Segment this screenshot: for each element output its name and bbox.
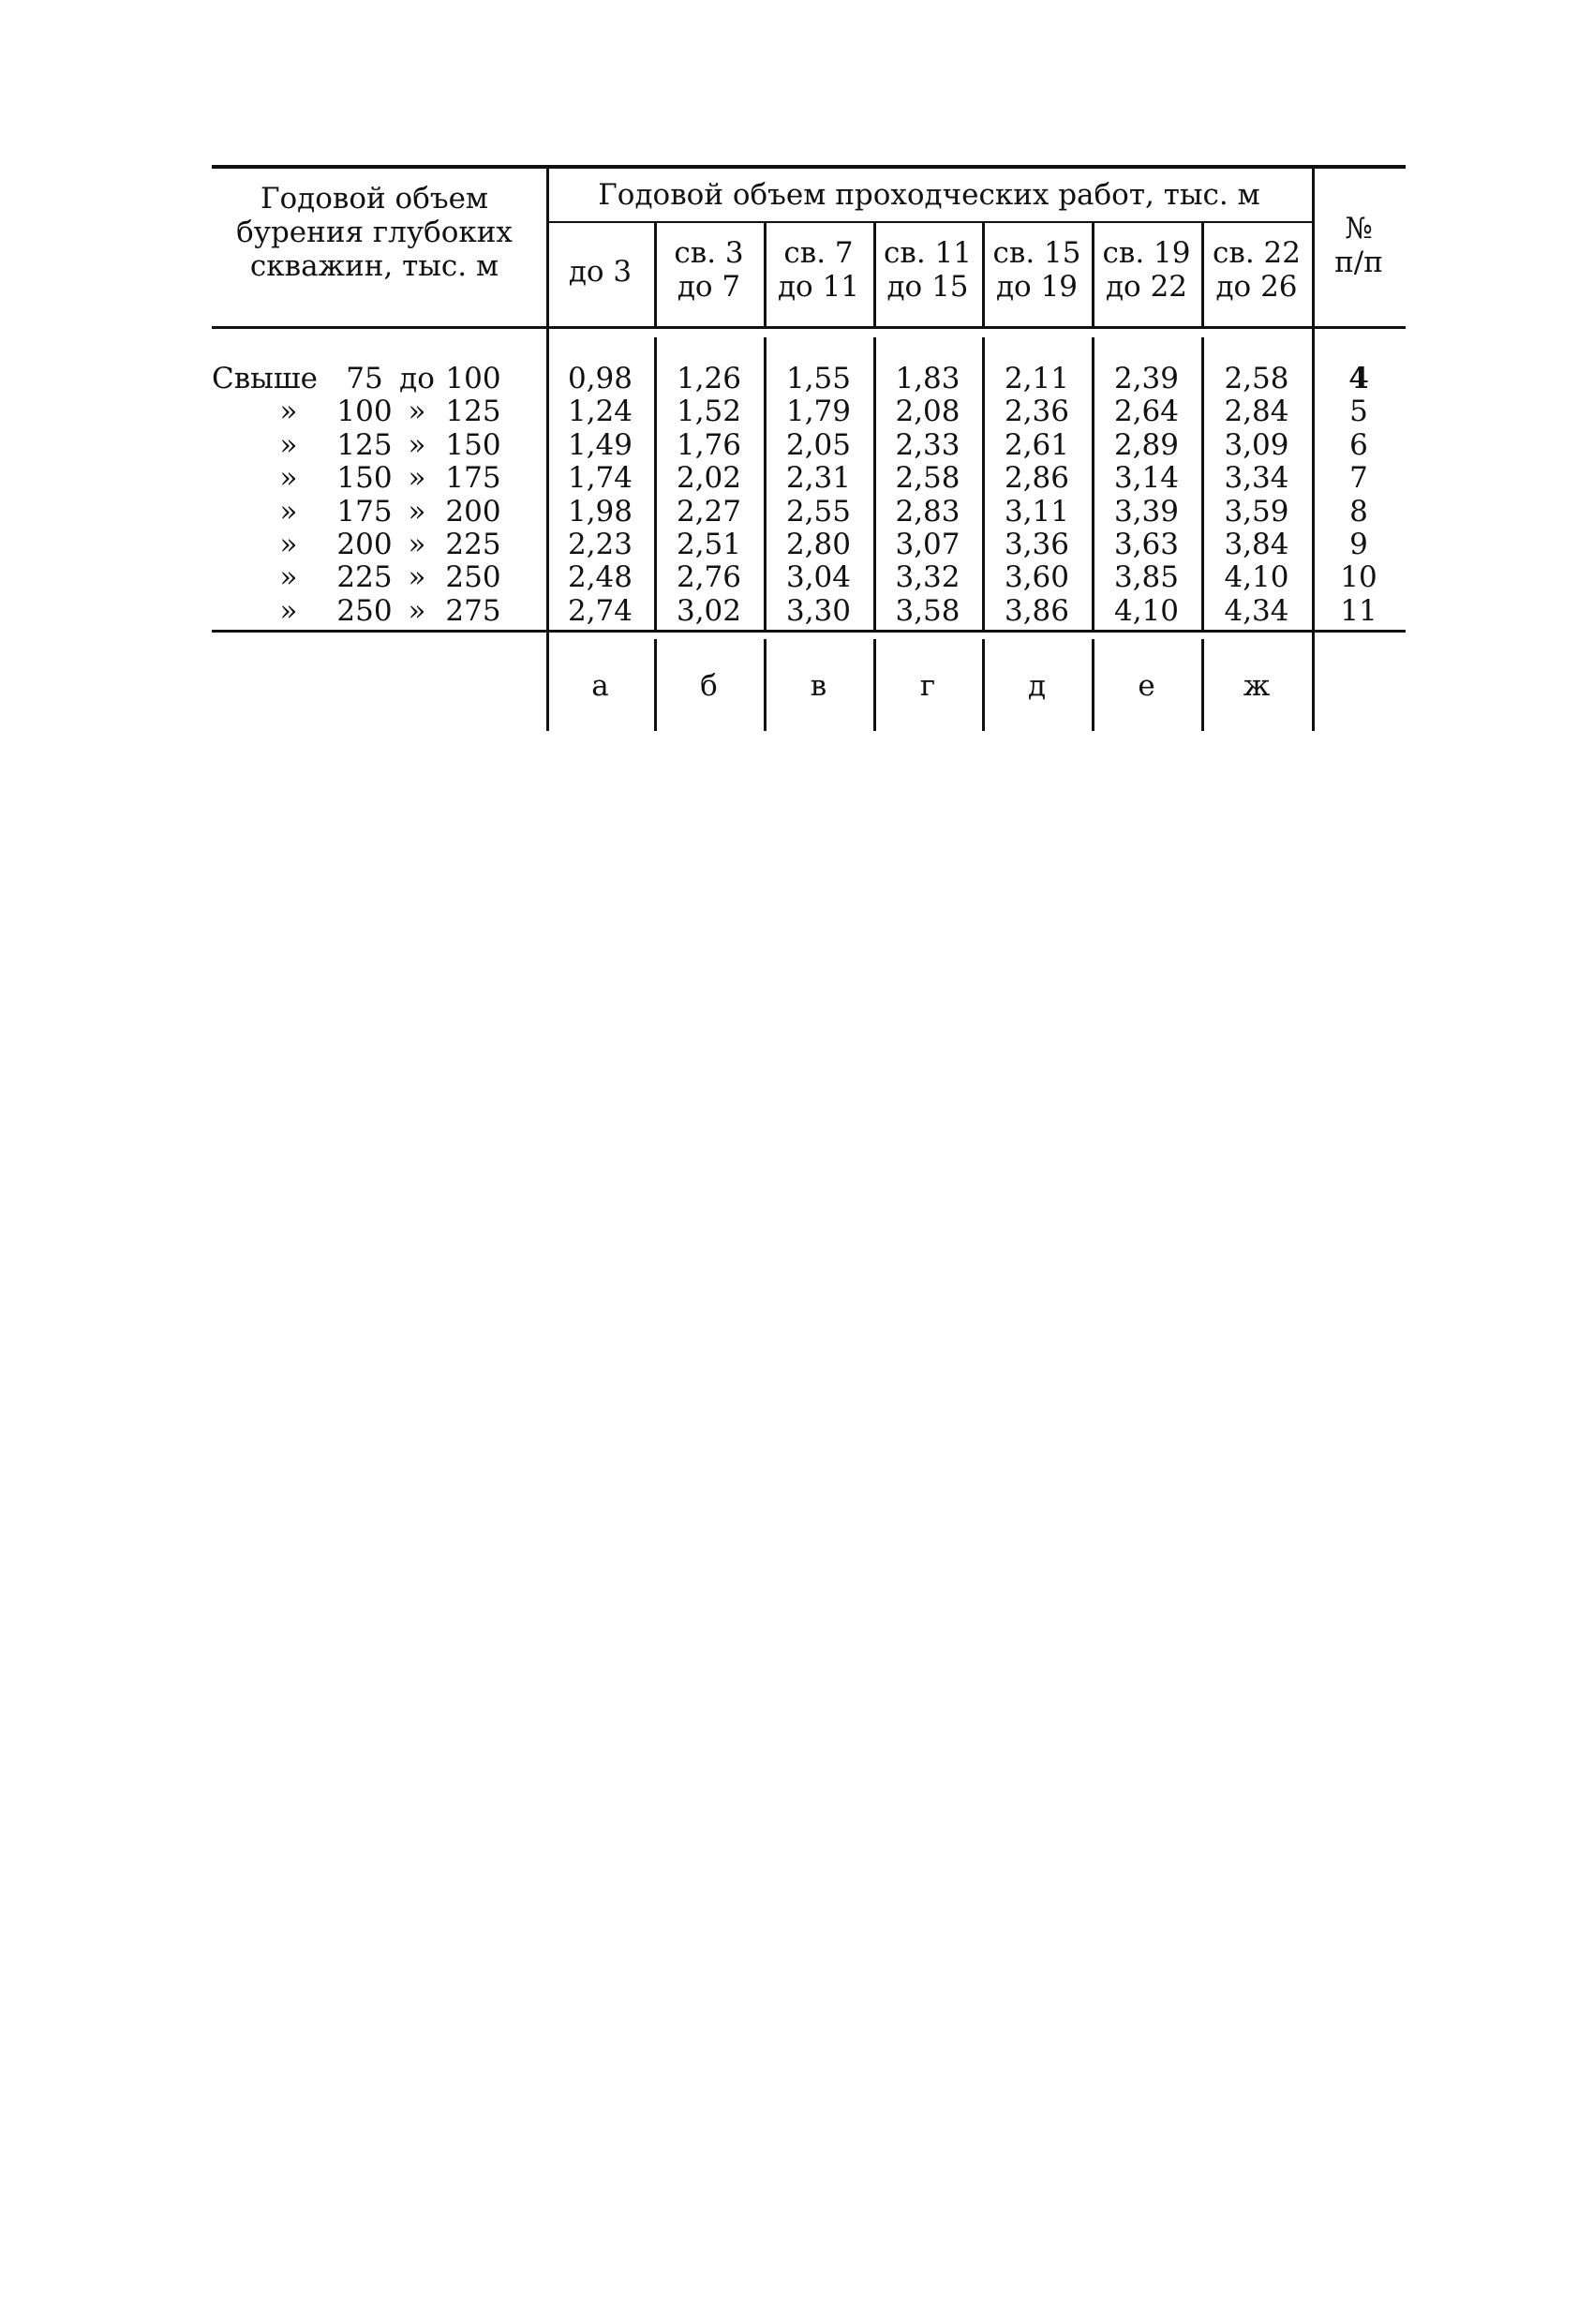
column-header-line1: св. 7 — [783, 236, 854, 270]
column-header-line2: до 7 — [677, 270, 741, 304]
column-header-line1: св. 15 — [992, 236, 1081, 270]
row-label-prefix: » — [279, 560, 298, 595]
table-cell: 1,24 — [567, 395, 633, 429]
table-cell: 2,58 — [895, 461, 960, 496]
body-bottom-rule — [212, 630, 1406, 633]
table-cell: 4,34 — [1224, 593, 1289, 628]
table-cell: 3,32 — [895, 560, 960, 595]
table-cell: 1,49 — [567, 427, 633, 462]
row-label-prefix: » — [279, 395, 298, 429]
row-label-prefix: » — [279, 461, 298, 496]
column-header-line2: до 19 — [995, 270, 1079, 304]
table-cell: 3,02 — [676, 593, 742, 628]
table-cell: 2,36 — [1004, 395, 1070, 429]
no-header-label: п/п — [1334, 246, 1383, 279]
table-cell: 2,64 — [1113, 395, 1180, 429]
column-header: до 3 — [568, 255, 633, 289]
header-rule — [212, 326, 1406, 329]
row-range-to: 225 — [445, 528, 501, 561]
row-number: 5 — [1349, 395, 1368, 429]
row-number: 8 — [1349, 494, 1368, 529]
table-cell: 2,76 — [676, 560, 742, 595]
row-label-prefix: » — [279, 494, 298, 529]
top-rule — [212, 165, 1406, 169]
table-cell: 2,80 — [785, 528, 852, 561]
column-header-line2: до 15 — [886, 270, 969, 304]
column-header-line1: св. 19 — [1102, 236, 1191, 270]
column-letter: ж — [1243, 669, 1271, 703]
table-cell: 2,83 — [895, 494, 960, 529]
left-header-line: бурения глубоких — [236, 216, 513, 249]
table-cell: 0,98 — [567, 362, 633, 395]
column-letter: а — [591, 669, 609, 703]
table-cell: 3,14 — [1113, 461, 1180, 496]
row-range-to: 100 — [445, 362, 501, 395]
group-header: Годовой объем проходческих работ, тыс. м — [598, 178, 1260, 212]
table-cell: 3,04 — [785, 560, 852, 595]
table-cell: 3,84 — [1224, 528, 1289, 561]
left-header-line: Годовой объем — [260, 182, 489, 216]
column-letter: г — [919, 669, 936, 703]
row-range-from: 200 — [336, 528, 393, 561]
column-letter: в — [810, 669, 827, 703]
table-cell: 3,11 — [1004, 494, 1070, 529]
row-range-to: 150 — [445, 427, 501, 462]
table-cell: 2,27 — [676, 494, 742, 529]
table-cell: 3,85 — [1113, 560, 1180, 595]
column-header-line2: до 22 — [1105, 270, 1188, 304]
row-range-to: 175 — [445, 461, 501, 496]
table-cell: 3,07 — [895, 528, 960, 561]
table-cell: 2,11 — [1004, 362, 1070, 395]
no-header-symbol: № — [1345, 212, 1373, 246]
table-cell: 1,76 — [676, 427, 742, 462]
row-label-prefix: Свыше — [212, 362, 319, 395]
row-range-to: 200 — [445, 494, 501, 529]
row-range-from: 225 — [336, 560, 393, 595]
table-cell: 1,26 — [676, 362, 742, 395]
table-cell: 3,39 — [1113, 494, 1180, 529]
row-range-to: 275 — [445, 593, 501, 628]
table-cell: 3,86 — [1004, 593, 1070, 628]
table-cell: 2,58 — [1224, 362, 1289, 395]
row-range-sep: » — [408, 427, 426, 462]
row-range-to: 125 — [445, 395, 501, 429]
column-header-line2: до 26 — [1215, 270, 1298, 304]
table-cell: 1,52 — [676, 395, 742, 429]
table-cell: 3,34 — [1224, 461, 1289, 496]
table-cell: 2,55 — [785, 494, 852, 529]
row-number: 11 — [1340, 593, 1377, 628]
table-cell: 3,58 — [895, 593, 960, 628]
table-cell: 3,09 — [1224, 427, 1289, 462]
column-header-line1: св. 22 — [1213, 236, 1301, 270]
table-cell: 3,63 — [1113, 528, 1180, 561]
table-cell: 2,23 — [567, 528, 633, 561]
left-header-line: скважин, тыс. м — [249, 249, 499, 283]
row-range-from: 175 — [336, 494, 393, 529]
table-cell: 3,59 — [1224, 494, 1289, 529]
row-range-sep: » — [408, 560, 426, 595]
table-cell: 1,98 — [567, 494, 633, 529]
row-range-from: 100 — [336, 395, 393, 429]
table-cell: 1,74 — [567, 461, 633, 496]
table-cell: 2,39 — [1113, 362, 1180, 395]
row-number: 10 — [1340, 560, 1377, 595]
column-header-line1: св. 11 — [884, 236, 972, 270]
table-cell: 2,84 — [1224, 395, 1289, 429]
row-label-prefix: » — [279, 427, 298, 462]
table-cell: 3,30 — [785, 593, 852, 628]
table-cell: 1,79 — [785, 395, 852, 429]
table-cell: 3,36 — [1004, 528, 1070, 561]
row-range-to: 250 — [445, 560, 501, 595]
table-cell: 1,83 — [895, 362, 960, 395]
table-cell: 2,05 — [785, 427, 852, 462]
row-range-from: 75 — [346, 362, 383, 395]
table-cell: 2,31 — [785, 461, 852, 496]
row-number: 7 — [1349, 461, 1368, 496]
row-range-sep: до — [399, 362, 435, 395]
row-range-sep: » — [408, 528, 426, 561]
row-range-sep: » — [408, 461, 426, 496]
group-header-rule — [546, 221, 1312, 223]
column-header-line1: св. 3 — [674, 236, 744, 270]
column-letter: б — [700, 669, 718, 703]
table-cell: 2,51 — [676, 528, 742, 561]
table-cell: 3,60 — [1004, 560, 1070, 595]
row-range-from: 250 — [336, 593, 393, 628]
row-range-sep: » — [408, 494, 426, 529]
table-cell: 2,33 — [895, 427, 960, 462]
column-letter: е — [1138, 669, 1155, 703]
table-cell: 2,08 — [895, 395, 960, 429]
row-range-from: 125 — [336, 427, 393, 462]
column-letter: д — [1027, 669, 1047, 703]
table-cell: 2,48 — [567, 560, 633, 595]
column-header-line2: до 11 — [777, 270, 860, 304]
table-cell: 2,86 — [1004, 461, 1070, 496]
row-label-prefix: » — [279, 528, 298, 561]
table-cell: 2,02 — [676, 461, 742, 496]
row-number: 9 — [1349, 528, 1368, 561]
table-cell: 4,10 — [1224, 560, 1289, 595]
row-number: 6 — [1349, 427, 1368, 462]
table-cell: 4,10 — [1113, 593, 1180, 628]
table-cell: 2,74 — [567, 593, 633, 628]
row-label-prefix: » — [279, 593, 298, 628]
row-range-sep: » — [408, 593, 426, 628]
row-range-from: 150 — [336, 461, 393, 496]
table-cell: 1,55 — [785, 362, 852, 395]
row-range-sep: » — [408, 395, 426, 429]
row-number: 4 — [1348, 362, 1369, 395]
table-cell: 2,61 — [1004, 427, 1070, 462]
table-cell: 2,89 — [1113, 427, 1180, 462]
